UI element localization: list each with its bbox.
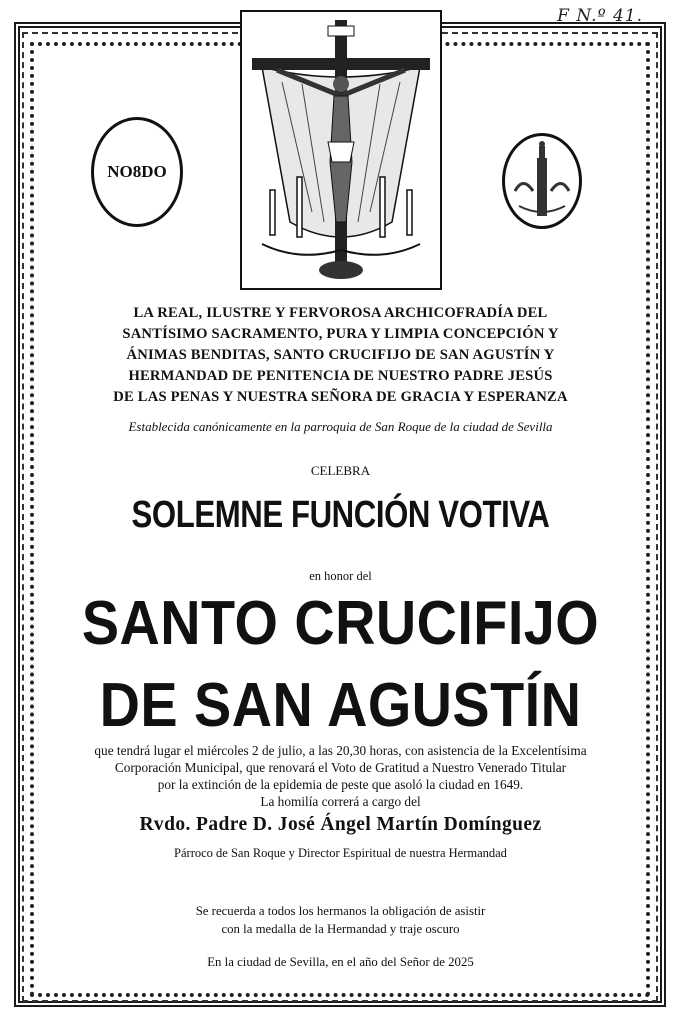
brotherhood-line: HERMANDAD DE PENITENCIA DE NUESTRO PADRE JESÚS — [128, 368, 553, 384]
reminder-line: Se recuerda a todos los hermanos la obligación de asistir — [195, 904, 486, 918]
image-title-line: DE SAN AGUSTÍN — [99, 671, 582, 740]
event-details — [40, 742, 641, 810]
image-title — [70, 583, 611, 747]
no8do-seal-text: NO8DO — [107, 162, 167, 181]
crucifix-icon — [242, 12, 440, 288]
brotherhood-line: DE LAS PENAS Y NUESTRA SEÑORA DE GRACIA Y ESPERANZA — [113, 389, 568, 405]
event-details-line: que tendrá lugar el miércoles 2 de julio, a las 20,30 horas, con asistencia de la Excelentísima — [94, 743, 587, 758]
closing-date-line: En la ciudad de Sevilla, en el año del Señor de 2025 — [207, 955, 474, 969]
brotherhood-line: SANTÍSIMO SACRAMENTO, PURA Y LIMPIA CONCEPCIÓN Y — [122, 326, 559, 342]
giralda-seal — [502, 133, 582, 229]
image-title-line: SANTO CRUCIFIJO — [81, 589, 600, 658]
archive-reference-mark: F N.º 41. — [557, 6, 643, 26]
giralda-tower-icon — [505, 136, 579, 226]
preacher-role: Párroco de San Roque y Director Espiritual de nuestra Hermandad — [174, 846, 507, 860]
brotherhood-line: LA REAL, ILUSTRE Y FERVOROSA ARCHICOFRADÍA DEL — [133, 305, 548, 321]
no8do-seal — [91, 117, 183, 227]
function-title: SOLEMNE FUNCIÓN VOTIVA — [131, 494, 550, 536]
event-details-line: por la extinción de la epidemia de peste que asoló la ciudad en 1649. — [157, 777, 524, 792]
attendance-reminder — [40, 902, 641, 938]
reminder-line: con la medalla de la Hermandad y traje oscuro — [221, 922, 460, 936]
event-details-line: La homilía correrá a cargo del — [260, 794, 421, 809]
brotherhood-name — [40, 303, 641, 408]
brotherhood-line: ÁNIMAS BENDITAS, SANTO CRUCIFIJO DE SAN AGUSTÍN Y — [126, 347, 555, 363]
in-honor-text: en honor del — [309, 569, 372, 583]
established-note: Establecida canónicamente en la parroquia de San Roque de la ciudad de Sevilla — [128, 419, 553, 434]
crucifix-engraving — [240, 10, 442, 290]
preacher-name: Rvdo. Padre D. José Ángel Martín Domínguez — [139, 814, 542, 835]
event-details-line: Corporación Municipal, que renovará el Voto de Gratitud a Nuestro Venerado Titular — [114, 760, 567, 775]
celebra-heading: CELEBRA — [310, 463, 371, 478]
